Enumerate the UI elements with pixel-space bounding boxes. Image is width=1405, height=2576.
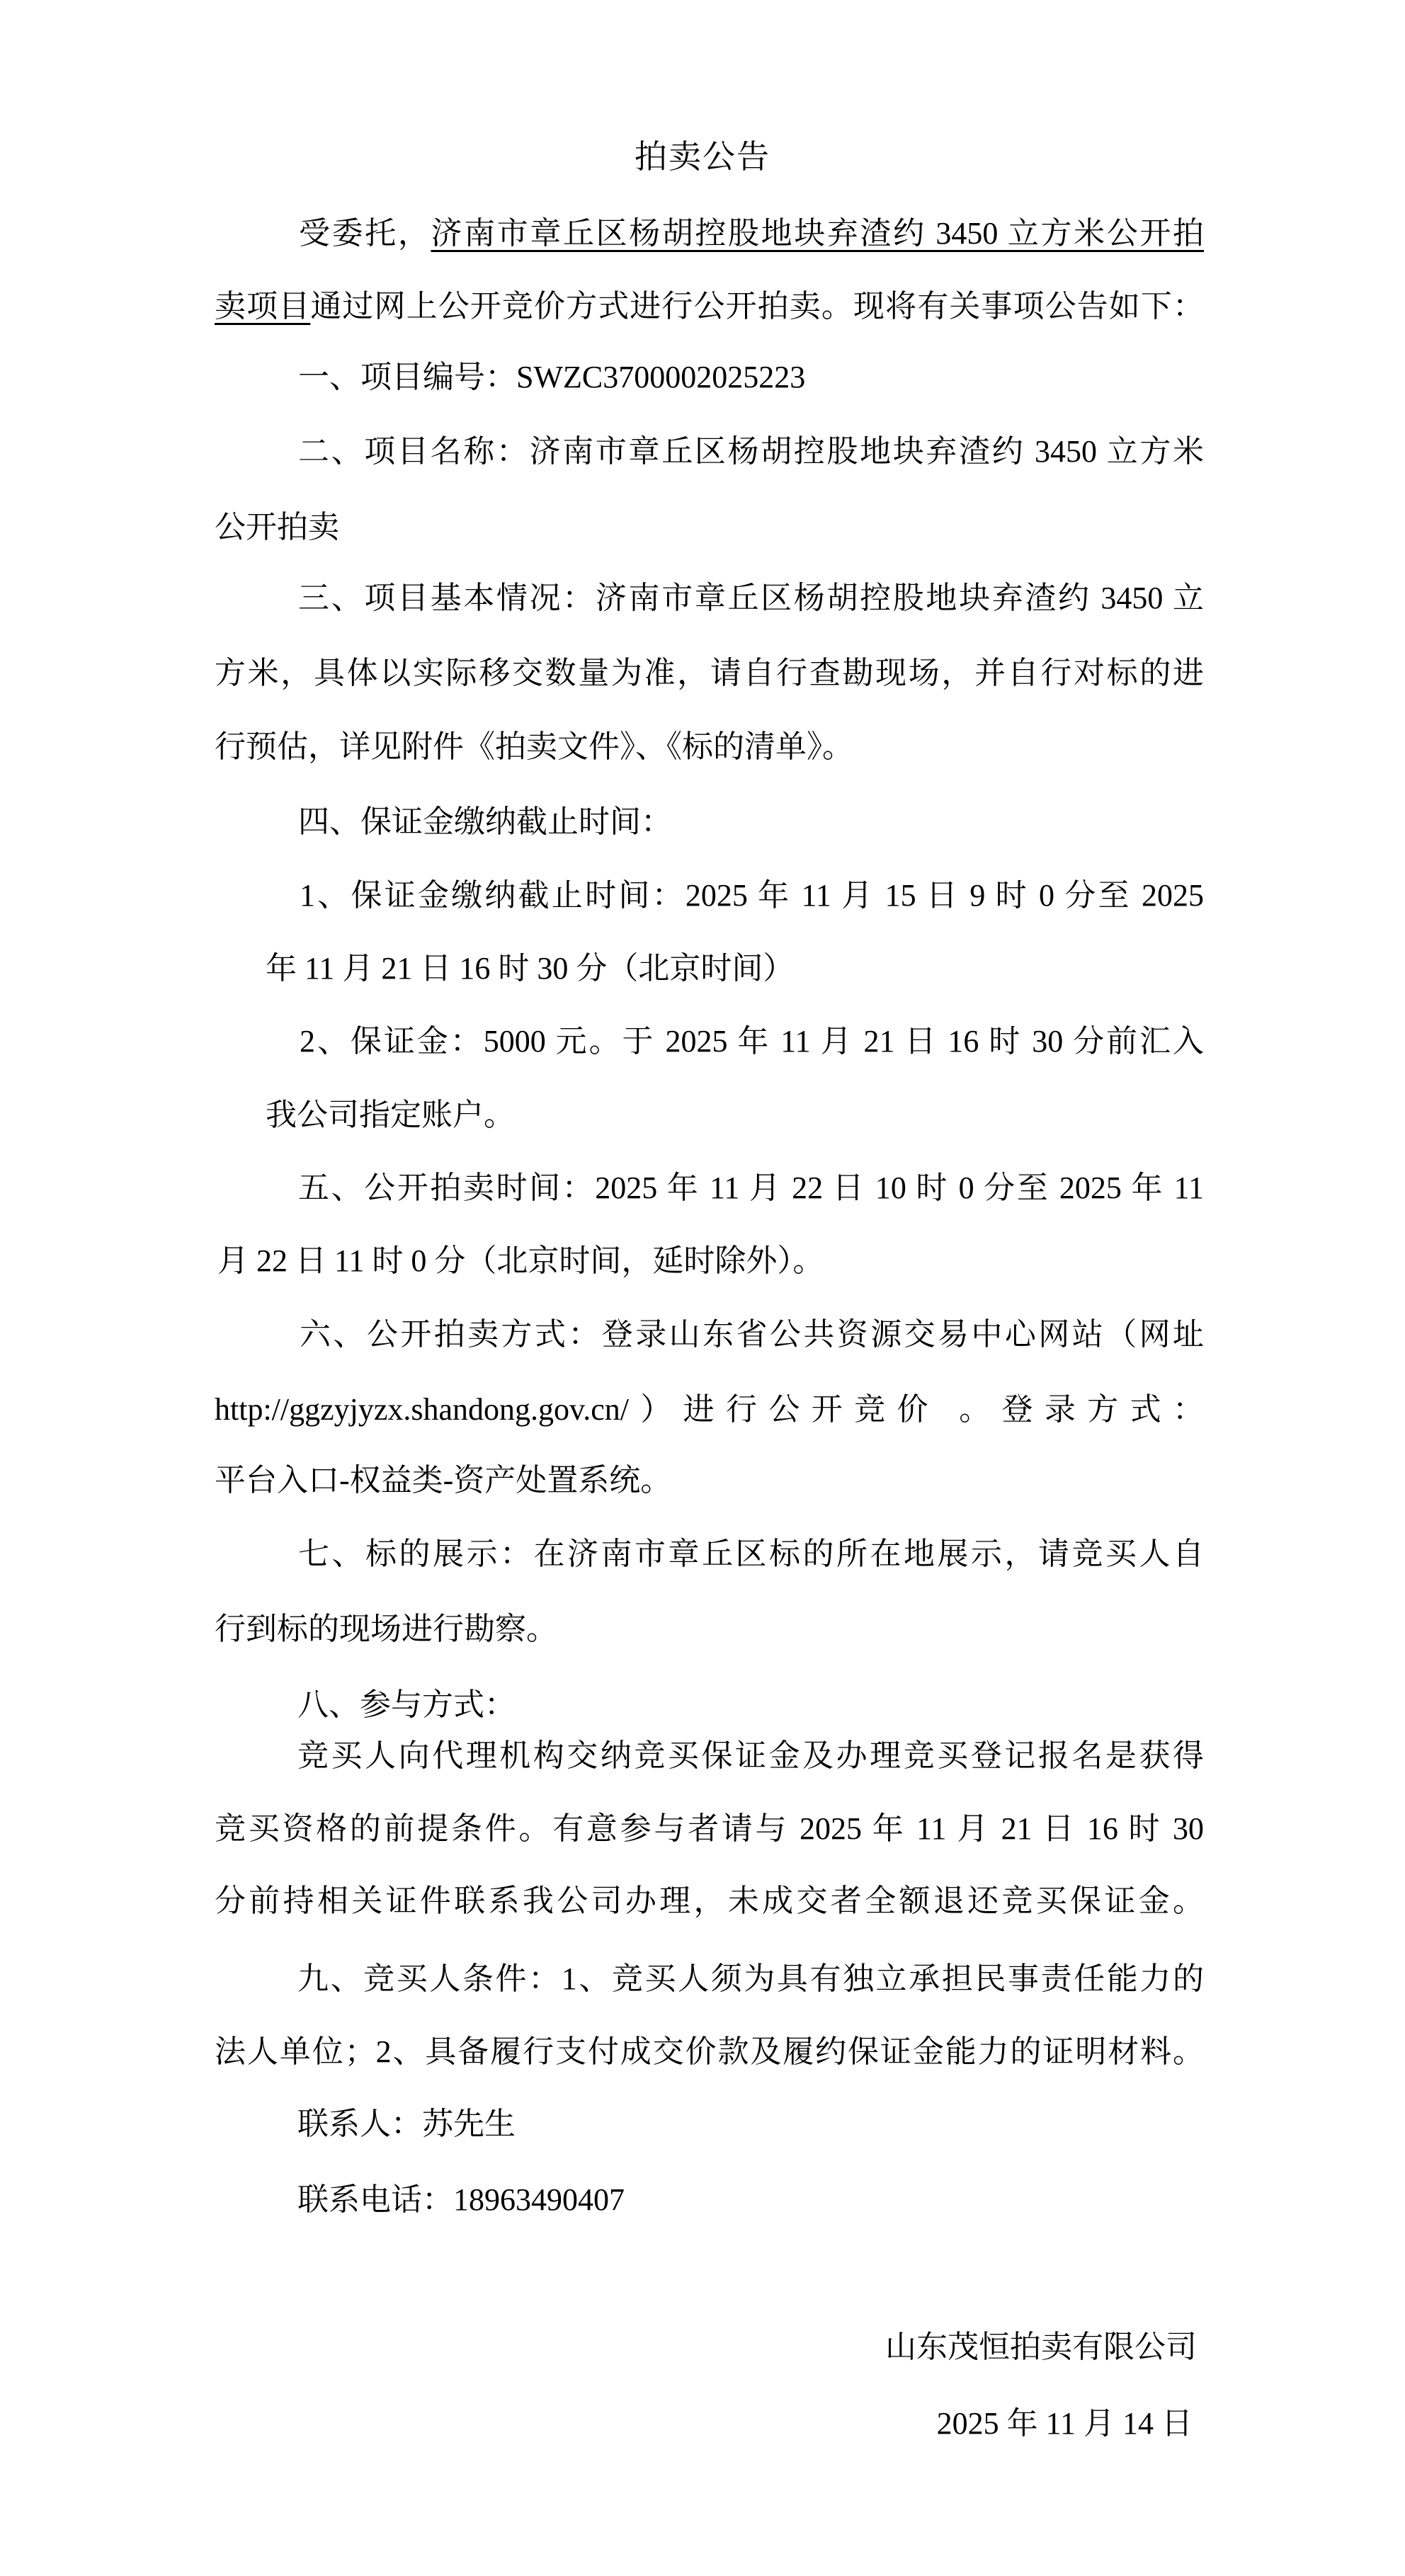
text-run: 公开拍卖 bbox=[215, 510, 339, 545]
document-line bbox=[215, 637, 1204, 710]
text-run: 一、项目编号：SWZC3700002025223 bbox=[298, 360, 806, 394]
text-run: 八、参与方式： bbox=[297, 1687, 516, 1722]
document-line bbox=[215, 491, 1204, 564]
text-run: 年 11 月 21 日 16 时 30 分（北京时间） bbox=[266, 951, 795, 986]
document-line bbox=[215, 562, 1204, 635]
document-line bbox=[215, 1942, 1204, 2016]
document-title: 拍卖公告 bbox=[635, 139, 770, 175]
text-run: 2、保证金：5000 元。于 2025 年 11 月 21 日 16 时 30 分前汇入 bbox=[300, 1024, 1204, 1059]
text-run: 通过网上公开竞价方式进行公开拍卖。现将有关事项公告如下： bbox=[310, 289, 1205, 324]
text-run: 我公司指定账户。 bbox=[266, 1098, 515, 1132]
document-line bbox=[215, 2310, 1204, 2384]
document-line bbox=[215, 197, 1204, 270]
document-line bbox=[215, 341, 1204, 414]
text-run: 1、保证金缴纳截止时间：2025 年 11 月 15 日 9 时 0 分至 2025 bbox=[300, 878, 1204, 913]
text-run: 九、竞买人条件：1、竞买人须为具有独立承担民事责任能力的 bbox=[297, 1961, 1204, 1996]
document-line bbox=[215, 2087, 1204, 2161]
text-run: 竞买人向代理机构交纳竞买保证金及办理竞买登记报名是获得 bbox=[297, 1738, 1204, 1773]
document-line bbox=[215, 710, 1204, 784]
underlined-text: 济南市章丘区杨胡控股地块弃渣约 3450 立方米公开拍 bbox=[431, 216, 1205, 251]
text-run: 山东茂恒拍卖有限公司 bbox=[885, 2330, 1197, 2364]
document-line bbox=[215, 932, 1204, 1005]
text-run: 二、项目名称：济南市章丘区杨胡控股地块弃渣约 3450 立方米 bbox=[298, 434, 1204, 469]
text-run: 联系人：苏先生 bbox=[297, 2107, 516, 2141]
text-run: 三、项目基本情况：济南市章丘区杨胡控股地块弃渣约 3450 立 bbox=[298, 581, 1204, 615]
document-line bbox=[215, 785, 1204, 859]
text-run: 法人单位；2、具备履行支付成交价款及履约保证金能力的证明材料。 bbox=[215, 2034, 1204, 2069]
text-run: 五、公开拍卖时间：2025 年 11 月 22 日 10 时 0 分至 2025 年 11 bbox=[298, 1170, 1204, 1205]
text-run: 行预估，详见附件《拍卖文件》、《标的清单》。 bbox=[215, 729, 853, 764]
document-line bbox=[215, 1592, 1204, 1666]
document-line bbox=[215, 1224, 1204, 1298]
text-run: 平台入口-权益类-资产处置系统。 bbox=[215, 1463, 672, 1498]
document-line bbox=[215, 1792, 1204, 1866]
document-line bbox=[215, 2015, 1204, 2089]
document-line bbox=[215, 270, 1204, 343]
document-line bbox=[215, 1373, 1204, 1447]
document-line bbox=[215, 1517, 1204, 1591]
document-line bbox=[215, 1444, 1204, 1517]
document-line bbox=[215, 1719, 1204, 1793]
document-line bbox=[215, 1151, 1204, 1225]
text-run: 方米，具体以实际移交数量为准，请自行查勘现场，并自行对标的进 bbox=[215, 656, 1204, 690]
text-run: 七、标的展示：在济南市章丘区标的所在地展示，请竞买人自 bbox=[298, 1537, 1204, 1571]
underlined-text: 卖项目 bbox=[215, 289, 311, 324]
text-run: 受委托， bbox=[299, 216, 431, 251]
text-run: 四、保证金缴纳截止时间： bbox=[298, 804, 672, 839]
document-line bbox=[215, 2163, 1204, 2237]
text-run: 竞买资格的前提条件。有意参与者请与 2025 年 11 月 21 日 16 时 30 bbox=[215, 1811, 1204, 1846]
text-run: 六、公开拍卖方式：登录山东省公共资源交易中心网站（网址 bbox=[300, 1317, 1204, 1352]
text-run: 月 22 日 11 时 0 分（北京时间，延时除外）。 bbox=[217, 1243, 824, 1278]
text-run: 分前持相关证件联系我公司办理，未成交者全额退还竞买保证金。 bbox=[215, 1883, 1204, 1918]
text-run: http://ggzyjyzx.shandong.gov.cn/）进行公开竞价 。登录方式： bbox=[215, 1392, 1204, 1427]
document-line bbox=[215, 415, 1204, 489]
text-run: 联系电话：18963490407 bbox=[297, 2182, 625, 2217]
text-run: 2025 年 11 月 14 日 bbox=[936, 2406, 1193, 2441]
text-run: 行到标的现场进行勘察。 bbox=[215, 1612, 557, 1646]
document-line bbox=[215, 1005, 1204, 1078]
document-line bbox=[215, 1078, 1204, 1152]
document-line bbox=[215, 2387, 1204, 2461]
document-line bbox=[215, 1864, 1204, 1938]
document-line bbox=[215, 1298, 1204, 1372]
document-line bbox=[215, 859, 1204, 933]
